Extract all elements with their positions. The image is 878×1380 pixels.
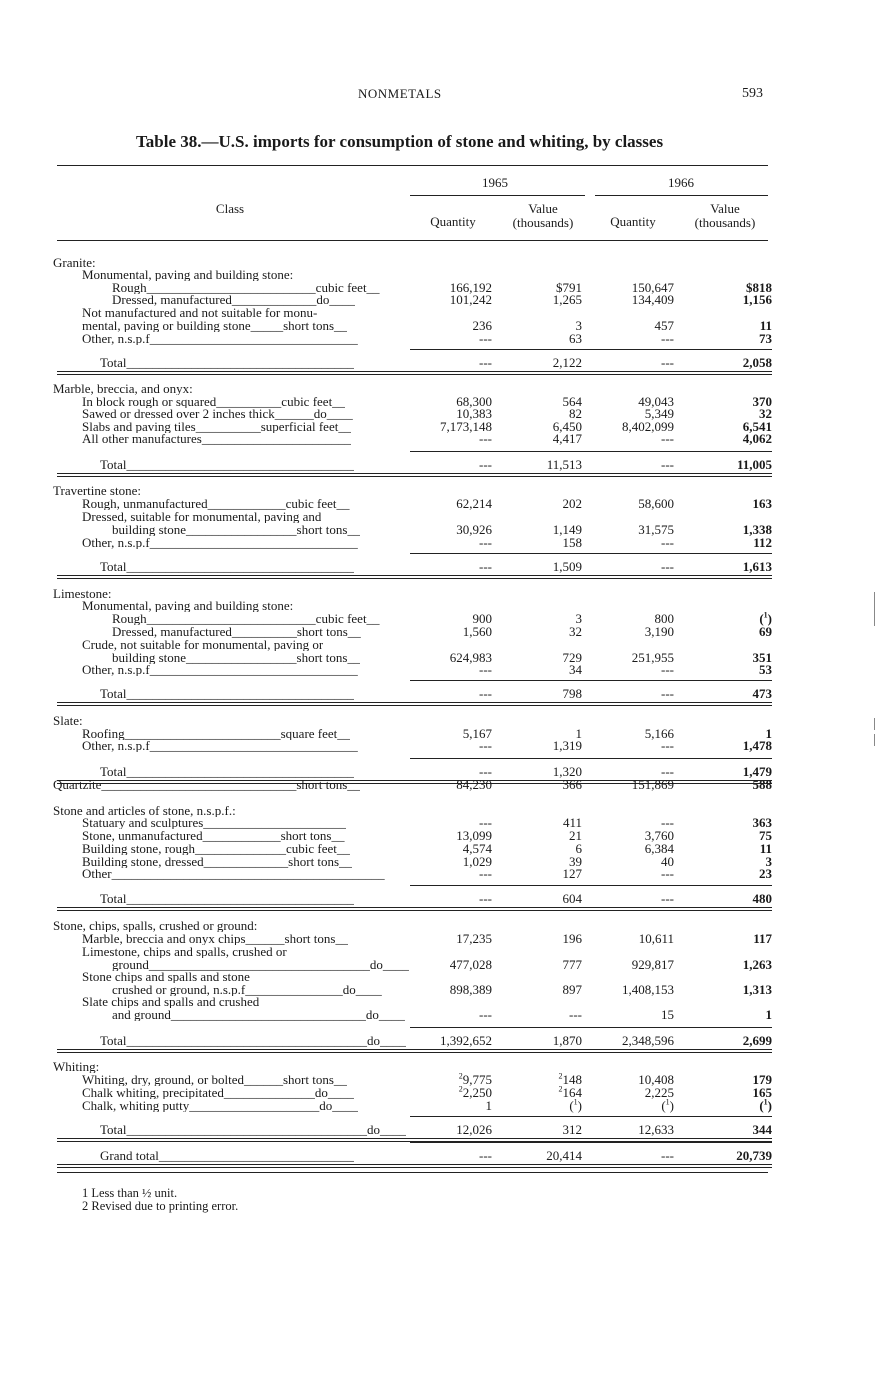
table-cell: 5,349 (644, 406, 674, 421)
table-cell: --- (661, 559, 674, 574)
table-cell: --- (661, 1148, 674, 1163)
table-cell: 351 (752, 650, 772, 665)
table-cell: 929,817 (631, 957, 674, 972)
row-label: Dressed, manufactured__________short tons__ (112, 625, 361, 638)
table-cell: 34 (569, 662, 582, 677)
table-cell: --- (479, 662, 492, 677)
table-cell: 39 (569, 854, 582, 869)
row-label: Stone chips and spalls and stone (82, 970, 250, 983)
table-cell: 1 (765, 1007, 772, 1022)
row-label: Limestone, chips and spalls, crushed or (82, 945, 287, 958)
row-label: crushed or ground, n.s.p.f_______________do____ (112, 983, 382, 996)
table-cell: 11,513 (546, 457, 582, 472)
table-cell: 473 (752, 686, 772, 701)
table-cell: 480 (752, 891, 772, 906)
table-cell: 3 (575, 611, 582, 626)
table-cell: 127 (562, 866, 582, 881)
table-cell: 1,313 (742, 982, 772, 997)
table-cell: 3 (765, 854, 772, 869)
table-cell: 13,099 (456, 828, 492, 843)
table-cell: ($^1$) (569, 1097, 582, 1113)
table-cell: 23 (759, 866, 772, 881)
total-row-label: Total___________________________________ (100, 560, 355, 573)
table-cell: --- (479, 1148, 492, 1163)
table-cell: --- (661, 331, 674, 346)
table-cell: 366 (562, 777, 582, 792)
table-cell: 69 (759, 624, 772, 639)
table-cell: 179 (752, 1072, 772, 1087)
table-cell: --- (661, 355, 674, 370)
row-label: Building stone, dressed_____________short tons__ (82, 855, 353, 868)
table-cell: 53 (759, 662, 772, 677)
table-cell: 7,173,148 (440, 419, 492, 434)
table-cell: 73 (759, 331, 772, 346)
table-cell: 3 (575, 318, 582, 333)
table-cell: 10,408 (638, 1072, 674, 1087)
table-cell: 1,613 (742, 559, 772, 574)
table-cell: 6,384 (644, 841, 674, 856)
row-label: Quartzite______________________________short tons__ (53, 778, 361, 791)
table-cell: 82 (569, 406, 582, 421)
page-number: 593 (742, 86, 763, 101)
total-rule-above (410, 1027, 772, 1028)
column-header-1966: 1966 (668, 175, 694, 190)
table-cell: --- (479, 559, 492, 574)
table-cell: 165 (752, 1085, 772, 1100)
row-label: Whiting, dry, ground, or bolted______short tons__ (82, 1073, 347, 1086)
margin-mark (874, 592, 875, 626)
table-cell: --- (661, 891, 674, 906)
total-rule-below (57, 1049, 772, 1053)
table-cell: --- (569, 1007, 582, 1022)
table-cell: 117 (753, 931, 772, 946)
column-header-quantity-1965: Quantity (430, 214, 476, 229)
table-cell: 588 (752, 777, 772, 792)
table-cell: 370 (752, 394, 772, 409)
total-row-label: Total_____________________________________do____ (100, 1034, 407, 1047)
table-cell: --- (479, 764, 492, 779)
table-cell: 564 (562, 394, 582, 409)
table-cell: 5,166 (644, 726, 674, 741)
table-cell: ($^1$) (759, 610, 772, 626)
table-cell: 1,338 (742, 522, 772, 537)
table-cell: 1,149 (552, 522, 582, 537)
table-cell: 1,319 (552, 738, 582, 753)
total-rule-above (410, 680, 772, 681)
table-cell: 1,392,652 (440, 1033, 492, 1048)
row-label: Marble, breccia and onyx chips______short tons__ (82, 932, 349, 945)
table-cell: 1,156 (742, 292, 772, 307)
table-cell: --- (479, 815, 492, 830)
table-cell: --- (479, 331, 492, 346)
table-cell: 897 (562, 982, 582, 997)
row-label: All other manufactures_______________________ (82, 432, 352, 445)
table-cell: 4,417 (552, 431, 582, 446)
table-cell: 6 (575, 841, 582, 856)
table-cell: 1 (765, 726, 772, 741)
row-label: Travertine stone: (53, 484, 141, 497)
table-cell: 134,409 (631, 292, 674, 307)
row-label: Monumental, paving and building stone: (82, 268, 294, 281)
total-rule-above (410, 451, 772, 452)
row-label: and ground______________________________do____ (112, 1008, 405, 1021)
table-cell: 11 (759, 841, 772, 856)
table-title: Table 38.—U.S. imports for consumption of stone and whiting, by classes (136, 132, 664, 151)
running-header: NONMETALS (358, 86, 442, 101)
total-row-label: Total___________________________________ (100, 356, 355, 369)
total-rule-above (410, 1142, 772, 1143)
table-cell: 202 (562, 496, 582, 511)
total-rule-above (410, 553, 772, 554)
table-cell: 11,005 (736, 457, 772, 472)
year1-rule (410, 195, 585, 196)
table-cell: --- (661, 457, 674, 472)
table-cell: --- (661, 686, 674, 701)
table-cell: 58,600 (638, 496, 674, 511)
row-label: Whiting: (53, 1060, 100, 1073)
row-label: Rough__________________________cubic feet__ (112, 281, 380, 294)
table-cell: 1,408,153 (622, 982, 674, 997)
table-cell: ($^1$) (661, 1097, 674, 1113)
table-cell: 32 (759, 406, 772, 421)
table-cell: 150,647 (631, 280, 674, 295)
table-cell: --- (479, 866, 492, 881)
table-cell: 4,062 (742, 431, 772, 446)
table-cell: --- (661, 431, 674, 446)
total-row-label: Total___________________________________ (100, 765, 355, 778)
table-cell: 729 (562, 650, 582, 665)
table-cell: $^2$2,250 (458, 1084, 492, 1100)
table-cell: 10,383 (456, 406, 492, 421)
row-label: Statuary and sculptures______________________ (82, 816, 347, 829)
row-label: Crude, not suitable for monumental, paving or (82, 638, 324, 651)
total-rule-below (57, 575, 772, 579)
margin-mark (874, 734, 875, 746)
table-cell: 1,479 (742, 764, 772, 779)
row-label: Stone, chips, spalls, crushed or ground: (53, 919, 258, 932)
table-cell: 1 (485, 1098, 492, 1113)
year2-rule (595, 195, 768, 196)
table-cell: 1,265 (552, 292, 582, 307)
table-cell: 12,026 (456, 1122, 492, 1137)
table-cell: --- (661, 815, 674, 830)
row-label: ground__________________________________do____ (112, 958, 409, 971)
column-header-value-1966: Value (thousands) (694, 201, 756, 230)
table-cell: --- (661, 738, 674, 753)
row-label: Slate chips and spalls and crushed (82, 995, 260, 1008)
table-cell: 411 (562, 815, 582, 830)
table-cell: 31,575 (638, 522, 674, 537)
table-cell: --- (479, 457, 492, 472)
table-cell: 1,263 (742, 957, 772, 972)
table-cell: 21 (569, 828, 582, 843)
table-cell: 2,122 (552, 355, 582, 370)
table-cell: --- (479, 431, 492, 446)
row-label: Monumental, paving and building stone: (82, 599, 294, 612)
table-cell: 1,509 (552, 559, 582, 574)
row-label: Dressed, manufactured_____________do____ (112, 293, 356, 306)
table-cell: 800 (654, 611, 674, 626)
table-cell: 84,230 (456, 777, 492, 792)
table-cell: $^2$148 (558, 1071, 582, 1087)
table-cell: 163 (752, 496, 772, 511)
table-cell: 62,214 (456, 496, 492, 511)
table-cell: --- (661, 764, 674, 779)
table-cell: 236 (472, 318, 492, 333)
table-cell: 1 (575, 726, 582, 741)
table-cell: 3,760 (644, 828, 674, 843)
table-bottom-rule (57, 1172, 768, 1173)
row-label: Limestone: (53, 587, 112, 600)
table-cell: --- (479, 1007, 492, 1022)
total-row-label: Total_____________________________________do____ (100, 1123, 407, 1136)
table-cell: --- (661, 535, 674, 550)
total-rule-above (410, 758, 772, 759)
row-label: Roofing________________________square feet__ (82, 727, 351, 740)
table-cell: 1,478 (742, 738, 772, 753)
table-cell: 900 (472, 611, 492, 626)
table-cell: ($^1$) (759, 1097, 772, 1113)
table-cell: 251,955 (631, 650, 674, 665)
table-cell: 5,167 (462, 726, 492, 741)
table-cell: 30,926 (456, 522, 492, 537)
row-label: Chalk, whiting putty____________________do____ (82, 1099, 359, 1112)
row-label: mental, paving or building stone_____short tons__ (82, 319, 348, 332)
table-cell: 777 (562, 957, 582, 972)
table-cell: 8,402,099 (622, 419, 674, 434)
row-label: Stone, unmanufactured____________short tons__ (82, 829, 345, 842)
row-label: Sawed or dressed over 2 inches thick______do____ (82, 407, 353, 420)
table-cell: 4,574 (462, 841, 492, 856)
row-label: Not manufactured and not suitable for monu- (82, 306, 318, 319)
table-cell: 3,190 (644, 624, 674, 639)
table-cell: --- (479, 891, 492, 906)
table-cell: 344 (752, 1122, 772, 1137)
row-label: Rough, unmanufactured____________cubic feet__ (82, 497, 350, 510)
table-cell: --- (661, 866, 674, 881)
table-cell: $^2$9,775 (458, 1071, 492, 1087)
row-label: Chalk whiting, precipitated______________do____ (82, 1086, 354, 1099)
table-cell: 166,192 (449, 280, 492, 295)
table-cell: 17,235 (456, 931, 492, 946)
total-rule-below (57, 907, 772, 911)
row-label: building stone_________________short tons__ (112, 651, 361, 664)
table-cell: 6,450 (552, 419, 582, 434)
table-cell: 12,633 (638, 1122, 674, 1137)
table-cell: 363 (752, 815, 772, 830)
footnote-1: 1 Less than ½ unit. (82, 1186, 178, 1200)
row-label: Stone and articles of stone, n.s.p.f.: (53, 804, 236, 817)
total-rule-above (410, 349, 772, 350)
table-cell: 10,611 (638, 931, 674, 946)
table-cell: 11 (759, 318, 772, 333)
table-cell: 158 (562, 535, 582, 550)
table-cell: --- (479, 355, 492, 370)
table-cell: 1,029 (462, 854, 492, 869)
margin-mark (874, 718, 875, 730)
row-label: Slabs and paving tiles__________superficial feet__ (82, 420, 352, 433)
table-cell: 151,869 (631, 777, 674, 792)
table-cell: 1,870 (552, 1033, 582, 1048)
total-row-label: Total___________________________________ (100, 458, 355, 471)
table-cell: 2,699 (742, 1033, 772, 1048)
total-rule-below (57, 1164, 772, 1168)
column-header-class: Class (215, 201, 245, 216)
row-label: Marble, breccia, and onyx: (53, 382, 193, 395)
total-row-label: Total___________________________________ (100, 687, 355, 700)
table-cell: 112 (753, 535, 772, 550)
table-cell: 457 (654, 318, 674, 333)
header-top-rule (57, 165, 768, 166)
table-cell: 1,560 (462, 624, 492, 639)
row-label: Granite: (53, 256, 96, 269)
table-cell: 6,541 (742, 419, 772, 434)
row-label: Other, n.s.p.f________________________________ (82, 663, 358, 676)
table-cell: 63 (569, 331, 582, 346)
row-label: In block rough or squared__________cubic feet__ (82, 395, 346, 408)
table-cell: --- (661, 662, 674, 677)
row-label: Other, n.s.p.f________________________________ (82, 739, 358, 752)
table-cell: 101,242 (449, 292, 492, 307)
table-cell: 2,348,596 (622, 1033, 674, 1048)
table-cell: 312 (562, 1122, 582, 1137)
table-cell: 604 (562, 891, 582, 906)
total-rule-below (57, 473, 772, 477)
table-cell: 32 (569, 624, 582, 639)
table-cell: 798 (562, 686, 582, 701)
table-cell: 40 (661, 854, 674, 869)
table-cell: 898,389 (449, 982, 492, 997)
table-cell: --- (479, 738, 492, 753)
table-cell: 196 (562, 931, 582, 946)
table-cell: 15 (661, 1007, 674, 1022)
total-rule-below (57, 702, 772, 706)
row-label: Slate: (53, 714, 83, 727)
table-cell: --- (479, 686, 492, 701)
row-label: Other, n.s.p.f________________________________ (82, 332, 358, 345)
table-cell: $^2$164 (558, 1084, 582, 1100)
table-cell: $818 (746, 280, 772, 295)
table-cell: 2,225 (644, 1085, 674, 1100)
table-cell: 49,043 (638, 394, 674, 409)
row-label: Other, n.s.p.f________________________________ (82, 536, 358, 549)
row-label: Other__________________________________________ (82, 867, 385, 880)
table-cell: 75 (759, 828, 772, 843)
table-cell: 477,028 (449, 957, 492, 972)
total-rule-above (410, 1116, 772, 1117)
table-cell: $791 (556, 280, 582, 295)
row-label: Building stone, rough______________cubic feet__ (82, 842, 350, 855)
total-row-label: Grand total______________________________ (100, 1149, 354, 1162)
column-header-quantity-1966: Quantity (610, 214, 656, 229)
header-bottom-rule (57, 240, 768, 241)
total-rule-above (410, 885, 772, 886)
table-cell: 20,414 (546, 1148, 582, 1163)
total-rule-below (57, 371, 772, 375)
row-label: building stone_________________short tons__ (112, 523, 361, 536)
table-cell: 20,739 (736, 1148, 772, 1163)
table-cell: 624,983 (449, 650, 492, 665)
column-header-1965: 1965 (482, 175, 508, 190)
row-label: Dressed, suitable for monumental, paving and (82, 510, 322, 523)
table-cell: 1,320 (552, 764, 582, 779)
table-cell: 2,058 (742, 355, 772, 370)
column-header-value-1965: Value (thousands) (512, 201, 574, 230)
footnote-2: 2 Revised due to printing error. (82, 1199, 239, 1213)
table-cell: --- (479, 535, 492, 550)
total-row-label: Total___________________________________ (100, 892, 355, 905)
table-cell: 68,300 (456, 394, 492, 409)
row-label: Rough__________________________cubic feet__ (112, 612, 380, 625)
